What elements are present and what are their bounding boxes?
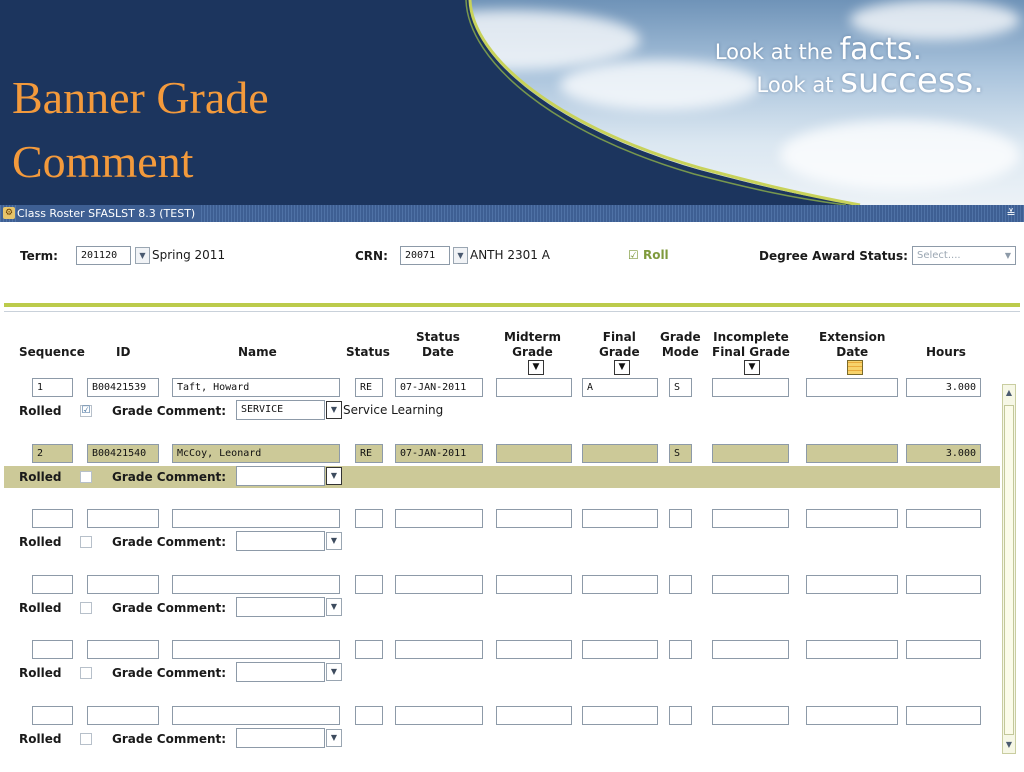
grade-mode-field[interactable] xyxy=(669,509,692,528)
incomplete-final-grade-field[interactable] xyxy=(712,509,789,528)
hours-field[interactable] xyxy=(906,640,981,659)
sequence-field[interactable]: 2 xyxy=(32,444,73,463)
rolled-label: Rolled xyxy=(19,404,62,418)
crn-label: CRN: xyxy=(355,249,388,263)
sequence-field[interactable] xyxy=(32,575,73,594)
key-block xyxy=(4,222,1020,304)
id-field[interactable] xyxy=(87,640,159,659)
sequence-field[interactable] xyxy=(32,706,73,725)
status-field[interactable] xyxy=(355,575,383,594)
rolled-checkbox[interactable]: ☑ xyxy=(81,405,91,416)
grade-comment-dropdown-button[interactable]: ▼ xyxy=(326,532,342,550)
term-description: Spring 2011 xyxy=(152,248,226,262)
grade-mode-field[interactable]: S xyxy=(669,444,692,463)
grade-comment-dropdown-button[interactable]: ▼ xyxy=(326,467,342,485)
midterm-grade-field[interactable] xyxy=(496,575,572,594)
term-label: Term: xyxy=(20,249,58,263)
degree-award-status-label: Degree Award Status: xyxy=(759,249,908,263)
roster-row xyxy=(4,640,1000,706)
grade-comment-input[interactable] xyxy=(236,466,325,486)
scroll-up-icon[interactable]: ▲ xyxy=(1005,388,1013,397)
grade-comment-input[interactable] xyxy=(236,531,325,551)
id-field[interactable]: B00421540 xyxy=(87,444,159,463)
rolled-label: Rolled xyxy=(19,535,62,549)
vertical-scrollbar[interactable] xyxy=(1002,384,1016,754)
term-dropdown-button[interactable]: ▼ xyxy=(135,247,150,264)
column-header-final-grade: Final Grade xyxy=(599,330,640,359)
column-header-hours: Hours xyxy=(926,345,966,359)
final-grade-list-button[interactable]: ▼ xyxy=(614,360,630,375)
grade-mode-field[interactable]: S xyxy=(669,378,692,397)
grade-comment-input[interactable] xyxy=(236,662,325,682)
slide-title-line2: Comment xyxy=(12,136,194,187)
grade-mode-field[interactable] xyxy=(669,640,692,659)
extension-date-field[interactable] xyxy=(806,509,898,528)
tagline-emphasis: success. xyxy=(840,61,984,101)
status-field[interactable]: RE xyxy=(355,444,383,463)
incomplete-final-grade-field[interactable] xyxy=(712,706,789,725)
column-header-grade-mode: Grade Mode xyxy=(660,330,701,359)
grade-mode-field[interactable] xyxy=(669,575,692,594)
column-header-status: Status xyxy=(346,345,390,359)
window-title-bar[interactable] xyxy=(0,205,1024,222)
status-date-field[interactable] xyxy=(395,575,483,594)
calendar-icon[interactable] xyxy=(847,360,863,375)
name-field[interactable]: Taft, Howard xyxy=(172,378,340,397)
maximize-icon[interactable]: ≚ xyxy=(1006,207,1016,220)
rolled-checkbox[interactable] xyxy=(80,471,92,483)
rolled-checkbox[interactable] xyxy=(80,733,92,745)
window-title: Class Roster SFASLST 8.3 (TEST) xyxy=(17,205,199,222)
grade-comment-label: Grade Comment: xyxy=(112,732,227,746)
grade-comment-dropdown-button[interactable]: ▼ xyxy=(326,729,342,747)
degree-award-status-select[interactable] xyxy=(912,246,1016,265)
column-header-id: ID xyxy=(116,345,131,359)
id-field[interactable] xyxy=(87,575,159,594)
checkbox-checked-icon: ☑ xyxy=(628,248,639,262)
hours-field[interactable]: 3.000 xyxy=(906,444,981,463)
term-input[interactable]: 201120 xyxy=(76,246,131,265)
rolled-checkbox[interactable] xyxy=(80,667,92,679)
extension-date-field[interactable] xyxy=(806,444,898,463)
extension-date-field[interactable] xyxy=(806,378,898,397)
status-field[interactable] xyxy=(355,640,383,659)
roster-row xyxy=(4,378,1000,444)
midterm-grade-field[interactable] xyxy=(496,509,572,528)
column-header-extension-date: Extension Date xyxy=(819,330,886,359)
grade-comment-dropdown-button[interactable]: ▼ xyxy=(326,663,342,681)
status-field[interactable] xyxy=(355,509,383,528)
crn-description: ANTH 2301 A xyxy=(470,248,550,262)
grade-comment-label: Grade Comment: xyxy=(112,535,227,549)
tagline xyxy=(714,32,984,101)
grade-comment-label: Grade Comment: xyxy=(112,601,227,615)
name-field[interactable]: McCoy, Leonard xyxy=(172,444,340,463)
roster-row xyxy=(4,509,1000,575)
extension-date-field[interactable] xyxy=(806,706,898,725)
slide-title-line1: Banner Grade xyxy=(12,72,269,123)
grade-comment-input[interactable] xyxy=(236,597,325,617)
extension-date-field[interactable] xyxy=(806,575,898,594)
grade-mode-field[interactable] xyxy=(669,706,692,725)
grade-comment-input[interactable]: SERVICE xyxy=(236,400,325,420)
crn-dropdown-button[interactable]: ▼ xyxy=(453,247,468,264)
column-header-incomplete-final-grade: Incomplete Final Grade xyxy=(712,330,790,359)
id-field[interactable]: B00421539 xyxy=(87,378,159,397)
status-date-field[interactable]: 07-JAN-2011 xyxy=(395,378,483,397)
final-grade-field[interactable] xyxy=(582,444,658,463)
class-roster-grid xyxy=(4,311,1020,768)
grade-comment-label: Grade Comment: xyxy=(112,470,227,484)
incomplete-final-grade-field[interactable] xyxy=(712,378,789,397)
sequence-field[interactable] xyxy=(32,640,73,659)
slide-banner xyxy=(0,0,1024,205)
scrollbar-thumb[interactable] xyxy=(1004,405,1014,735)
grade-comment-label: Grade Comment: xyxy=(112,666,227,680)
id-field[interactable] xyxy=(87,509,159,528)
name-field[interactable] xyxy=(172,509,340,528)
name-field[interactable] xyxy=(172,575,340,594)
rolled-label: Rolled xyxy=(19,601,62,615)
hours-field[interactable] xyxy=(906,575,981,594)
app-icon: ⚙ xyxy=(4,208,14,218)
status-date-field[interactable] xyxy=(395,509,483,528)
column-header-name: Name xyxy=(238,345,277,359)
hours-field[interactable]: 3.000 xyxy=(906,378,981,397)
hours-field[interactable] xyxy=(906,509,981,528)
name-field[interactable] xyxy=(172,640,340,659)
slide-title xyxy=(12,66,269,194)
midterm-grade-field[interactable] xyxy=(496,444,572,463)
roster-row xyxy=(4,575,1000,641)
roll-checkbox[interactable] xyxy=(628,245,669,265)
tagline-emphasis: facts. xyxy=(839,32,922,67)
status-field[interactable] xyxy=(355,706,383,725)
rolled-label: Rolled xyxy=(19,470,62,484)
name-field[interactable] xyxy=(172,706,340,725)
hours-field[interactable] xyxy=(906,706,981,725)
rolled-label: Rolled xyxy=(19,732,62,746)
block-separator xyxy=(4,303,1020,307)
grade-comment-label: Grade Comment: xyxy=(112,404,227,418)
final-grade-field[interactable] xyxy=(582,706,658,725)
final-grade-field[interactable]: A xyxy=(582,378,658,397)
roster-row xyxy=(4,706,1000,772)
sequence-field[interactable]: 1 xyxy=(32,378,73,397)
tagline-text: Look at the xyxy=(714,40,840,64)
sequence-field[interactable] xyxy=(32,509,73,528)
column-header-sequence: Sequence xyxy=(19,345,85,359)
midterm-grade-list-button[interactable]: ▼ xyxy=(528,360,544,375)
midterm-grade-field[interactable] xyxy=(496,378,572,397)
grade-comment-description: Service Learning xyxy=(343,403,444,417)
roster-row xyxy=(4,444,1000,510)
column-header-midterm-grade: Midterm Grade xyxy=(504,330,561,359)
final-grade-field[interactable] xyxy=(582,575,658,594)
grade-comment-dropdown-button[interactable]: ▼ xyxy=(326,401,342,419)
status-date-field[interactable]: 07-JAN-2011 xyxy=(395,444,483,463)
status-date-field[interactable] xyxy=(395,640,483,659)
midterm-grade-field[interactable] xyxy=(496,640,572,659)
extension-date-field[interactable] xyxy=(806,640,898,659)
column-header-status-date: Status Date xyxy=(416,330,460,359)
final-grade-field[interactable] xyxy=(582,509,658,528)
degree-award-status-placeholder: Select.... xyxy=(917,250,961,261)
incomplete-final-grade-field[interactable] xyxy=(712,575,789,594)
status-field[interactable]: RE xyxy=(355,378,383,397)
id-field[interactable] xyxy=(87,706,159,725)
grade-comment-dropdown-button[interactable]: ▼ xyxy=(326,598,342,616)
incomplete-grade-list-button[interactable]: ▼ xyxy=(744,360,760,375)
rolled-label: Rolled xyxy=(19,666,62,680)
incomplete-final-grade-field[interactable] xyxy=(712,640,789,659)
incomplete-final-grade-field[interactable] xyxy=(712,444,789,463)
scroll-down-icon[interactable]: ▼ xyxy=(1005,740,1013,749)
roll-label: Roll xyxy=(642,248,669,262)
chevron-down-icon: ▼ xyxy=(1004,251,1011,260)
tagline-text: Look at xyxy=(756,73,841,97)
grade-comment-input[interactable] xyxy=(236,728,325,748)
crn-input[interactable]: 20071 xyxy=(400,246,450,265)
rolled-checkbox[interactable] xyxy=(80,602,92,614)
final-grade-field[interactable] xyxy=(582,640,658,659)
rolled-checkbox[interactable] xyxy=(80,536,92,548)
status-date-field[interactable] xyxy=(395,706,483,725)
midterm-grade-field[interactable] xyxy=(496,706,572,725)
